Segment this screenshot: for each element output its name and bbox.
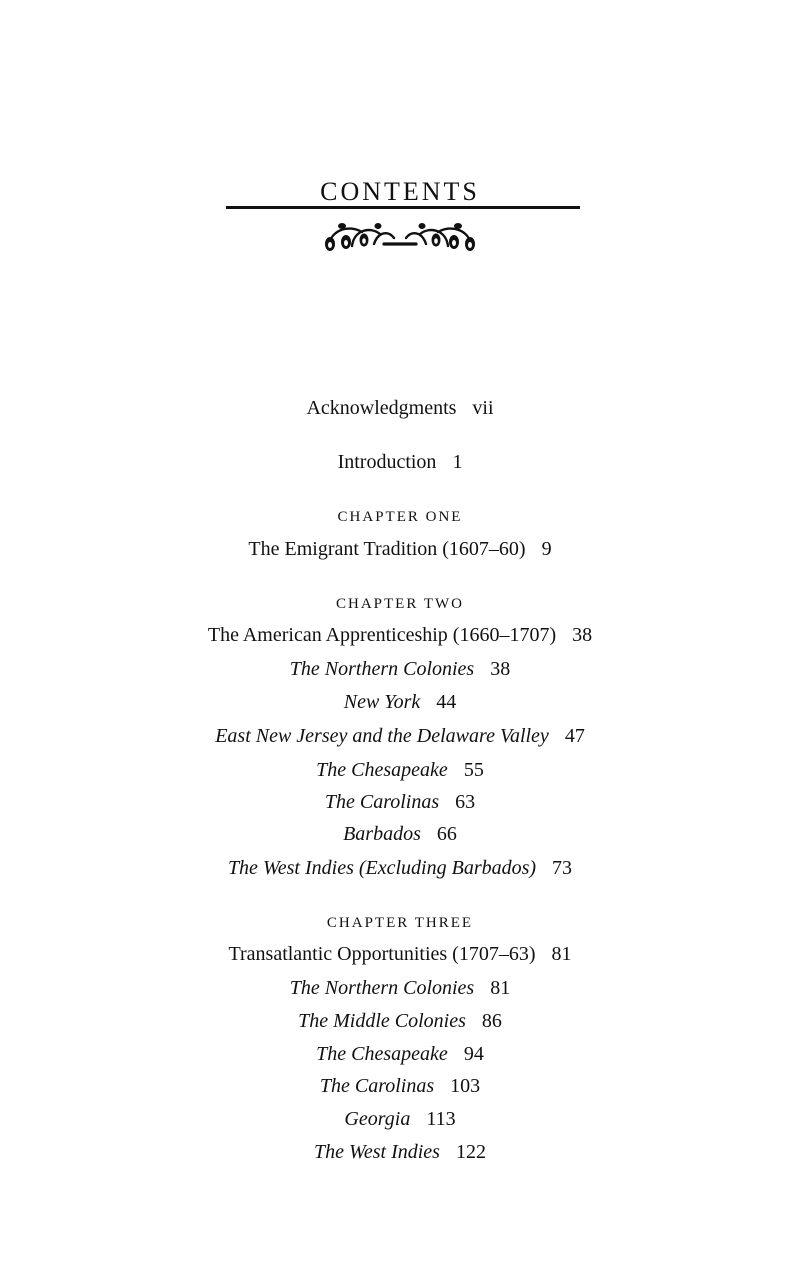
entry-title: The Middle Colonies [298, 1010, 466, 1032]
entry-page-number: 38 [490, 658, 511, 680]
entry-title: Georgia [344, 1108, 411, 1130]
entry-title: Acknowledgments [306, 397, 457, 419]
toc-subentry[interactable] [0, 689, 800, 715]
entry-page-number: 66 [436, 823, 457, 845]
entry-title: East New Jersey and the Delaware Valley [215, 725, 549, 747]
toc-subentry[interactable] [0, 855, 800, 881]
toc-entry-introduction[interactable] [0, 449, 800, 475]
entry-title: The Northern Colonies [289, 977, 475, 999]
toc-subentry[interactable] [0, 656, 800, 682]
toc-entry-chapter-one[interactable] [0, 536, 800, 562]
entry-title: The Carolinas [324, 791, 440, 813]
entry-page-number: 81 [551, 943, 572, 965]
toc-subentry[interactable] [0, 757, 800, 783]
floral-ornament-icon [318, 214, 482, 254]
toc-subentry[interactable] [0, 975, 800, 1001]
toc-subentry[interactable] [0, 1008, 800, 1034]
entry-page-number: 55 [463, 759, 484, 781]
toc-subentry[interactable] [0, 821, 800, 847]
toc-entry-acknowledgments[interactable] [0, 395, 800, 421]
entry-page-number: 38 [572, 624, 593, 646]
entry-title: The Chesapeake [316, 759, 448, 781]
entry-title: Barbados [343, 823, 421, 845]
toc-subentry[interactable] [0, 1073, 800, 1099]
entry-page-number: 122 [455, 1141, 486, 1163]
entry-page-number: 44 [436, 691, 457, 713]
entry-title: The Emigrant Tradition (1607–60) [248, 538, 526, 560]
entry-title: The West Indies [314, 1141, 440, 1163]
entry-page-number: 103 [450, 1075, 481, 1097]
entry-page-number: 73 [552, 857, 573, 879]
entry-page-number: 9 [541, 538, 552, 560]
entry-page-number: 94 [463, 1043, 484, 1065]
entry-title: The Chesapeake [316, 1043, 448, 1065]
entry-title: The Northern Colonies [289, 658, 475, 680]
entry-page-number: 1 [452, 451, 463, 473]
entry-title: Introduction [337, 451, 437, 473]
entry-page-number: 81 [490, 977, 511, 999]
entry-page-number: 86 [481, 1010, 502, 1032]
toc-entry-chapter-three[interactable] [0, 941, 800, 967]
chapter-three-label: CHAPTER THREE [326, 915, 474, 931]
toc-subentry[interactable] [0, 1139, 800, 1165]
title-rule [226, 206, 580, 209]
toc-entry-chapter-two[interactable] [0, 622, 800, 648]
entry-title: New York [343, 691, 421, 713]
entry-page-number: 113 [426, 1108, 456, 1130]
toc-subentry[interactable] [0, 789, 800, 815]
contents-title: CONTENTS [320, 177, 480, 206]
entry-page-number: 47 [564, 725, 585, 747]
toc-subentry[interactable] [0, 1041, 800, 1067]
entry-title: The American Apprenticeship (1660–1707) [207, 624, 557, 646]
entry-title: The West Indies (Excluding Barbados) [227, 857, 537, 879]
entry-title: Transatlantic Opportunities (1707–63) [228, 943, 536, 965]
entry-title: The Carolinas [319, 1075, 435, 1097]
entry-page-number: vii [472, 397, 494, 419]
chapter-one-label: CHAPTER ONE [337, 509, 463, 525]
entry-page-number: 63 [455, 791, 476, 813]
toc-subentry[interactable] [0, 1106, 800, 1132]
toc-subentry[interactable] [0, 723, 800, 749]
chapter-two-label: CHAPTER TWO [336, 596, 464, 612]
